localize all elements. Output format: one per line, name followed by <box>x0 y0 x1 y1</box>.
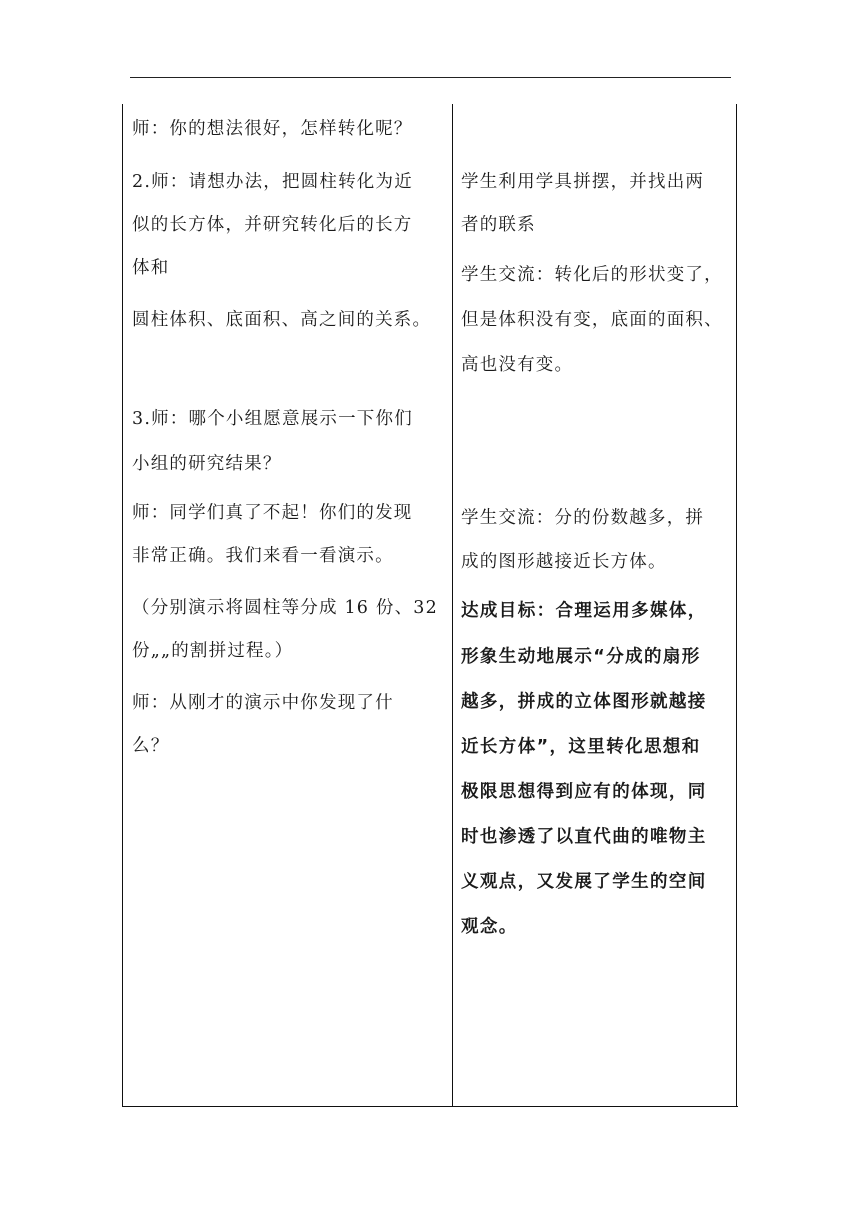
teacher-line: 圆柱体积、底面积、高之间的关系。 <box>132 310 432 330</box>
student-line: 成的图形越接近长方体。 <box>461 552 667 572</box>
teacher-line: 份„„的割拼过程。） <box>132 641 294 661</box>
student-line: 学生交流：分的份数越多，拼 <box>461 508 705 528</box>
goal-line: 时也渗透了以直代曲的唯物主 <box>461 827 707 847</box>
goal-line: 极限思想得到应有的体现，同 <box>461 782 707 802</box>
goal-line: 达成目标：合理运用多媒体， <box>461 601 707 621</box>
goal-line: 义观点，又发展了学生的空间 <box>461 872 707 892</box>
teacher-line: 体和 <box>132 258 170 278</box>
table-left-border <box>122 104 123 1107</box>
lesson-table <box>122 104 737 1107</box>
teacher-line: 小组的研究结果？ <box>132 454 282 474</box>
teacher-line: 师：从刚才的演示中你发现了什 <box>132 693 394 713</box>
table-column-divider <box>452 104 453 1107</box>
table-right-border <box>736 104 737 1107</box>
student-line: 高也没有变。 <box>461 355 574 375</box>
goal-line: 观念。 <box>461 917 518 937</box>
teacher-line: 么？ <box>132 736 170 756</box>
goal-line: 越多，拼成的立体图形就越接 <box>461 692 707 712</box>
table-bottom-border <box>122 1106 738 1107</box>
header-rule <box>130 77 731 78</box>
student-line: 但是体积没有变，底面的面积、 <box>461 310 723 330</box>
teacher-line: 师：你的想法很好，怎样转化呢？ <box>132 119 413 139</box>
goal-line: 形象生动地展示“分成的扇形 <box>461 647 701 667</box>
teacher-line: 2.师：请想办法，把圆柱转化为近 <box>132 172 413 192</box>
teacher-line: 师：同学们真了不起！你们的发现 <box>132 503 413 523</box>
teacher-line: 3.师：哪个小组愿意展示一下你们 <box>132 409 413 429</box>
teacher-line: （分别演示将圆柱等分成 16 份、32 <box>132 598 438 618</box>
student-line: 者的联系 <box>461 215 536 235</box>
goal-line: 近长方体”，这里转化思想和 <box>461 737 701 757</box>
teacher-line: 非常正确。我们来看一看演示。 <box>132 546 394 566</box>
student-line: 学生交流：转化后的形状变了， <box>461 265 723 285</box>
teacher-line: 似的长方体，并研究转化后的长方 <box>132 215 413 235</box>
student-line: 学生利用学具拼摆，并找出两 <box>461 172 705 192</box>
